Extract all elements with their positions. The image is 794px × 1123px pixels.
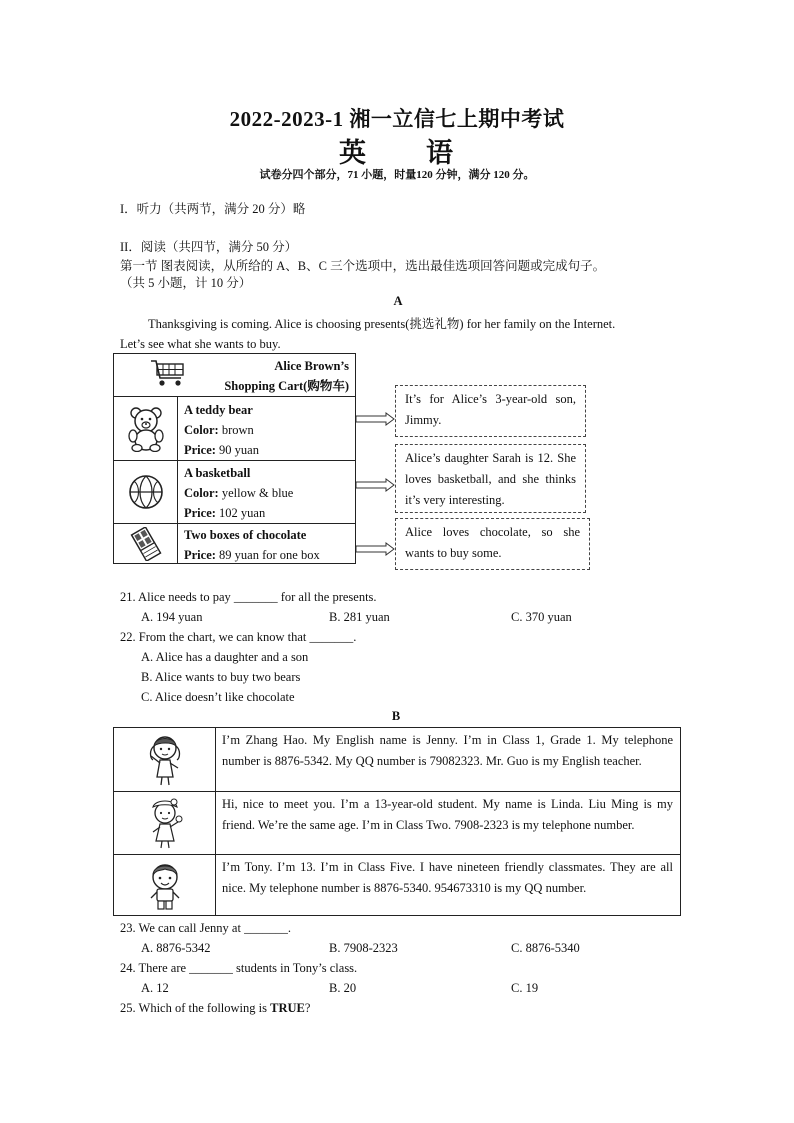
cart-item-chocolate xyxy=(114,523,355,564)
item-price-label: Price: xyxy=(184,506,216,520)
arrow-right-icon xyxy=(356,478,396,492)
girl-icon xyxy=(114,728,216,791)
table-row xyxy=(114,854,680,916)
item-color-label: Color: xyxy=(184,423,219,437)
shopping-cart-table xyxy=(113,353,356,564)
exam-info: 试卷分四个部分，71 小题，时量120 分钟，满分 120 分。 xyxy=(259,169,535,181)
section-listening: I．听力（共两节，满分 20 分）略 xyxy=(120,202,306,216)
section-part1-count: （共 5 小题，计 10 分） xyxy=(120,276,252,290)
question-22: 22. From the chart, we can know that _______. xyxy=(120,630,357,644)
cart-title-2: Shopping Cart(购物车) xyxy=(224,379,349,393)
passage-b-label: B xyxy=(391,709,401,723)
question-21: 21. Alice needs to pay _______ for all the presents. xyxy=(120,590,377,604)
girl-with-flower-icon xyxy=(114,792,216,854)
passage-a-line2: Let’s see what she wants to buy. xyxy=(120,337,281,351)
student-intro-tony: I’m Tony. I’m 13. I’m in Class Five. I have nineteen friendly classmates. They are all nice. My telephone number is 8876-5340. 954673310 is my QQ number. xyxy=(222,860,673,895)
student-intro-linda: Hi, nice to meet you. I’m a 13-year-old student. My name is Linda. Liu Ming is my friend. We’re the same age. I’m in Class Two. 7908-2323 is my telephone number. xyxy=(222,797,673,832)
exam-title: 2022-2023-1 湘一立信七上期中考试 xyxy=(229,107,565,131)
cart-item-basketball xyxy=(114,460,355,523)
item-name: Two boxes of chocolate xyxy=(184,528,307,542)
note-son: It’s for Alice’s 3-year-old son, Jimmy. xyxy=(395,385,586,437)
item-price: 89 yuan for one box xyxy=(215,548,320,562)
item-price-label: Price: xyxy=(184,443,216,457)
cart-header-row xyxy=(114,354,355,396)
q21-option-b: B. 281 yuan xyxy=(329,610,390,624)
item-price-label: Price: xyxy=(184,548,216,562)
item-name: A teddy bear xyxy=(184,403,253,417)
cart-item-teddy-bear xyxy=(114,396,355,460)
subject-title: 英 语 xyxy=(339,138,455,168)
arrow-right-icon xyxy=(356,542,396,556)
item-color: yellow & blue xyxy=(218,486,294,500)
chocolate-icon xyxy=(114,524,178,564)
q24-option-a: A. 12 xyxy=(141,981,169,995)
teddy-bear-icon xyxy=(114,397,178,460)
cart-title-1: Alice Brown’s xyxy=(274,359,349,373)
q23-option-b: B. 7908-2323 xyxy=(329,941,398,955)
q24-option-b: B. 20 xyxy=(329,981,357,995)
q22-option-b: B. Alice wants to buy two bears xyxy=(141,670,301,684)
passage-a-label: A xyxy=(393,294,403,308)
item-color: brown xyxy=(218,423,254,437)
table-row xyxy=(114,728,680,791)
passage-b-table xyxy=(113,727,681,916)
q22-option-c: C. Alice doesn’t like chocolate xyxy=(141,690,295,704)
item-color-label: Color: xyxy=(184,486,219,500)
q22-option-a: A. Alice has a daughter and a son xyxy=(141,650,309,664)
question-24: 24. There are _______ students in Tony’s class. xyxy=(120,961,358,975)
q23-option-c: C. 8876-5340 xyxy=(511,941,580,955)
item-price: 102 yuan xyxy=(215,506,266,520)
arrow-right-icon xyxy=(356,412,396,426)
basketball-icon xyxy=(114,461,178,523)
question-25: 25. Which of the following is TRUE? xyxy=(120,1001,311,1015)
section-part1-instruction: 第一节 图表阅读，从所给的 A、B、C 三个选项中，选出最佳选项回答问题或完成句子。 xyxy=(120,259,606,273)
q21-option-a: A. 194 yuan xyxy=(141,610,203,624)
item-price: 90 yuan xyxy=(215,443,259,457)
student-intro-jenny: I’m Zhang Hao. My English name is Jenny. I’m in Class 1, Grade 1. My telephone number is 8876-5342. My QQ number is 79082323. Mr. Guo is my English teacher. xyxy=(222,733,673,768)
q24-option-c: C. 19 xyxy=(511,981,539,995)
question-23: 23. We can call Jenny at _______. xyxy=(120,921,291,935)
item-name: A basketball xyxy=(184,466,251,480)
q21-option-c: C. 370 yuan xyxy=(511,610,572,624)
passage-a-line1: Thanksgiving is coming. Alice is choosing presents(挑选礼物) for her family on the Internet. xyxy=(148,317,616,331)
shopping-cart-icon xyxy=(150,358,186,393)
note-chocolate: Alice loves chocolate, so she wants to buy some. xyxy=(395,518,590,570)
q23-option-a: A. 8876-5342 xyxy=(141,941,211,955)
section-reading-heading: II．阅读（共四节，满分 50 分） xyxy=(120,240,298,254)
table-row xyxy=(114,791,680,854)
boy-icon xyxy=(114,855,216,916)
note-daughter: Alice’s daughter Sarah is 12. She loves basketball, and she thinks it’s very interesting. xyxy=(395,444,586,513)
